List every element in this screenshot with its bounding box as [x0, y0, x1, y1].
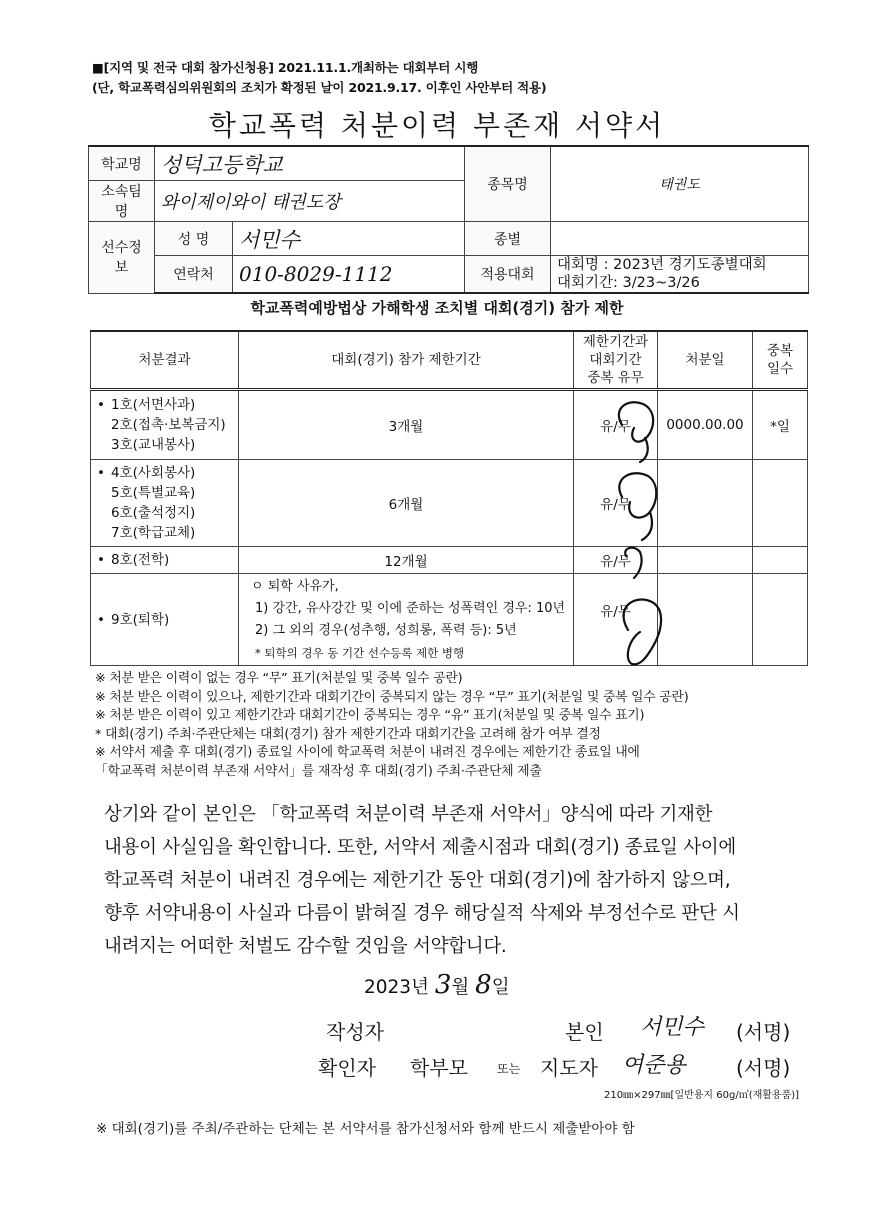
note-6: 「학교폭력 처분이력 부존재 서약서」를 재작성 후 대회(경기) 주최·주관단체 제출 [95, 763, 542, 779]
notes-block [95, 670, 689, 781]
measure-row-2-period: 6개월 [239, 460, 574, 547]
note-4: * 대회(경기) 주최·주관단체는 대회(경기) 참가 제한기간과 대회기간을 고려해 참가 여부 결정 [95, 726, 601, 742]
parent-label: 학부모 [410, 1056, 468, 1080]
header-date: 처분일 [658, 331, 753, 390]
school-value[interactable]: 성덕고등학교 [155, 146, 465, 181]
writer-label: 작성자 [326, 1020, 384, 1044]
name-label: 성 명 [155, 222, 233, 256]
measure-row-2-overlap[interactable]: 유/무 [574, 460, 658, 547]
date-day-value[interactable]: 8 [475, 970, 492, 1000]
expel-reason-title: ㅇ 퇴학 사유가, [251, 578, 339, 594]
measure-item: 7호(학급교체) [111, 525, 196, 541]
pledge-line-2: 내용이 사실임을 확인합니다. 또한, 서약서 제출시점과 대회(경기) 종료일 사이에 [104, 837, 736, 858]
coach-label: 지도자 [540, 1056, 598, 1080]
measure-row-4-result: • 9호(퇴학) [91, 574, 239, 666]
header-result: 처분결과 [91, 331, 239, 390]
pledge-line-4: 향후 서약내용이 사실과 다름이 밝혀질 경우 해당실적 삭제와 부정선수로 판단 시 [104, 903, 740, 924]
measure-item: 9호(퇴학) [111, 611, 170, 628]
circle-mark-row-2 [619, 473, 656, 540]
header-days-line2: 일수 [766, 361, 794, 377]
note-5: ※ 서약서 제출 후 대회(경기) 종료일 사이에 학교폭력 처분이 내려진 경우에는 제한기간 종료일 내에 [95, 745, 640, 760]
measures-subtitle: 학교폭력예방법상 가해학생 조치별 대회(경기) 참가 제한 [250, 299, 624, 317]
measure-item: 4호(사회봉사) [111, 465, 196, 481]
measure-item: 5호(특별교육) [111, 485, 196, 501]
self-seal[interactable]: (서명) [736, 1020, 791, 1044]
document-title: 학교폭력 처분이력 부존재 서약서 [208, 109, 666, 142]
measure-row-3-result: • 8호(전학) [91, 547, 239, 574]
note-1: ※ 처분 받은 이력이 없는 경우 “무” 표기(처분일 및 중복 일수 공란) [95, 671, 463, 686]
header-overlap-line1: 제한기간과 [582, 334, 649, 350]
circle-mark-row-1 [619, 402, 653, 462]
signing-date [364, 970, 510, 1000]
applied-competition-label: 적용대회 [465, 256, 551, 294]
date-year: 2023년 [364, 977, 429, 998]
coach-seal[interactable]: (서명) [736, 1056, 791, 1080]
pledge-line-1: 상기와 같이 본인은 「학교폭력 처분이력 부존재 서약서」양식에 따라 기재한 [104, 804, 713, 825]
note-2: ※ 처분 받은 이력이 있으나, 제한기간과 대회기간이 중복되지 않는 경우 “무” 표기(처분일 및 중복 일수 공란) [95, 689, 689, 705]
confirmer-label: 확인자 [318, 1056, 376, 1080]
date-day-label: 일 [491, 977, 510, 998]
notice-line-2: (단, 학교폭력심의위원회의 조치가 확정된 날이 2021.9.17. 이후인 사안부터 적용) [92, 80, 547, 95]
athlete-info-label: 선수정보 [89, 222, 155, 294]
expel-reason-1: 1) 강간, 유사강간 및 이에 준하는 성폭력인 경우: 10년 [255, 600, 566, 616]
pledge-line-3: 학교폭력 처분이 내려진 경우에는 제한기간 동안 대회(경기)에 참가하지 않으며, [104, 870, 731, 891]
notice-line-1: ■[지역 및 전국 대회 참가신청용] 2021.11.1.개최하는 대회부터 시행 [92, 60, 479, 75]
expel-reason-2: 2) 그 외의 경우(성추행, 성희롱, 폭력 등): 5년 [255, 622, 517, 638]
team-label: 소속팀명 [89, 181, 155, 222]
school-label: 학교명 [89, 146, 155, 181]
self-label: 본인 [565, 1020, 604, 1044]
measure-row-3-overlap[interactable]: 유/무 [574, 547, 658, 574]
or-label: 또는 [497, 1062, 521, 1076]
contact-label: 연락처 [155, 256, 233, 294]
date-month-value[interactable]: 3 [434, 970, 452, 1000]
measure-row-1-days[interactable]: *일 [753, 390, 808, 460]
header-overlap-line3: 중복 유무 [587, 370, 644, 386]
contact-value[interactable]: 010-8029-1112 [233, 256, 465, 294]
measure-item: 1호(서면사과) [111, 397, 196, 413]
measure-item: 2호(접촉·보복금지) [111, 417, 226, 433]
coach-signature-name[interactable]: 여준용 [622, 1053, 686, 1078]
event-label: 종목명 [465, 146, 551, 222]
measure-row-1-date[interactable]: 0000.00.00 [658, 390, 753, 460]
measure-row-1-period: 3개월 [239, 390, 574, 460]
event-value[interactable]: 태권도 [551, 146, 809, 222]
measure-row-1-result: • 1호(서면사과) 2호(접촉·보복금지) 3호(교내봉사) [91, 390, 239, 460]
self-signature-name[interactable]: 서민수 [640, 1015, 704, 1040]
measure-row-2-result: • 4호(사회봉사) 5호(특별교육) 6호(출석정지) 7호(학급교체) [91, 460, 239, 547]
header-days-line1: 중복 [766, 343, 794, 359]
team-value[interactable]: 와이제이와이 태권도장 [155, 181, 465, 222]
footer-note: ※ 대회(경기)를 주최/주관하는 단체는 본 서약서를 참가신청서와 함께 반드시 제출받아야 함 [96, 1121, 635, 1137]
measure-item: 8호(전학) [111, 552, 170, 568]
header-period: 대회(경기) 참가 제한기간 [239, 331, 574, 390]
header-overlap-line2: 대회기간 [589, 352, 642, 368]
category-label: 종별 [465, 222, 551, 256]
measure-row-4-overlap[interactable]: 유/무 [574, 574, 658, 666]
circle-mark-row-3 [625, 548, 641, 578]
measure-row-1-overlap[interactable]: 유/무 [574, 390, 658, 460]
note-3: ※ 처분 받은 이력이 있고 제한기간과 대회기간이 중복되는 경우 “유” 표기(처분일 및 중복 일수 표기) [95, 708, 645, 723]
paper-spec: 210㎜×297㎜[일반용지 60g/㎡(재활용품)] [604, 1090, 800, 1101]
competition-name: 대회명 : 2023년 경기도종별대회 [557, 257, 767, 273]
expel-note: * 퇴학의 경우 동 기간 선수등록 제한 병행 [255, 645, 465, 660]
measure-row-3-period: 12개월 [239, 547, 574, 574]
circle-mark-row-4 [624, 600, 662, 665]
pledge-text [104, 798, 824, 963]
measure-item: 3호(교내봉사) [111, 437, 196, 453]
measure-item: 6호(출석정지) [111, 505, 196, 521]
name-value[interactable]: 서민수 [233, 222, 465, 256]
competition-period: 대회기간: 3/23~3/26 [557, 275, 700, 291]
date-month-label: 월 [451, 977, 470, 998]
pledge-line-5: 내려지는 어떠한 처벌도 감수할 것임을 서약합니다. [104, 936, 507, 957]
